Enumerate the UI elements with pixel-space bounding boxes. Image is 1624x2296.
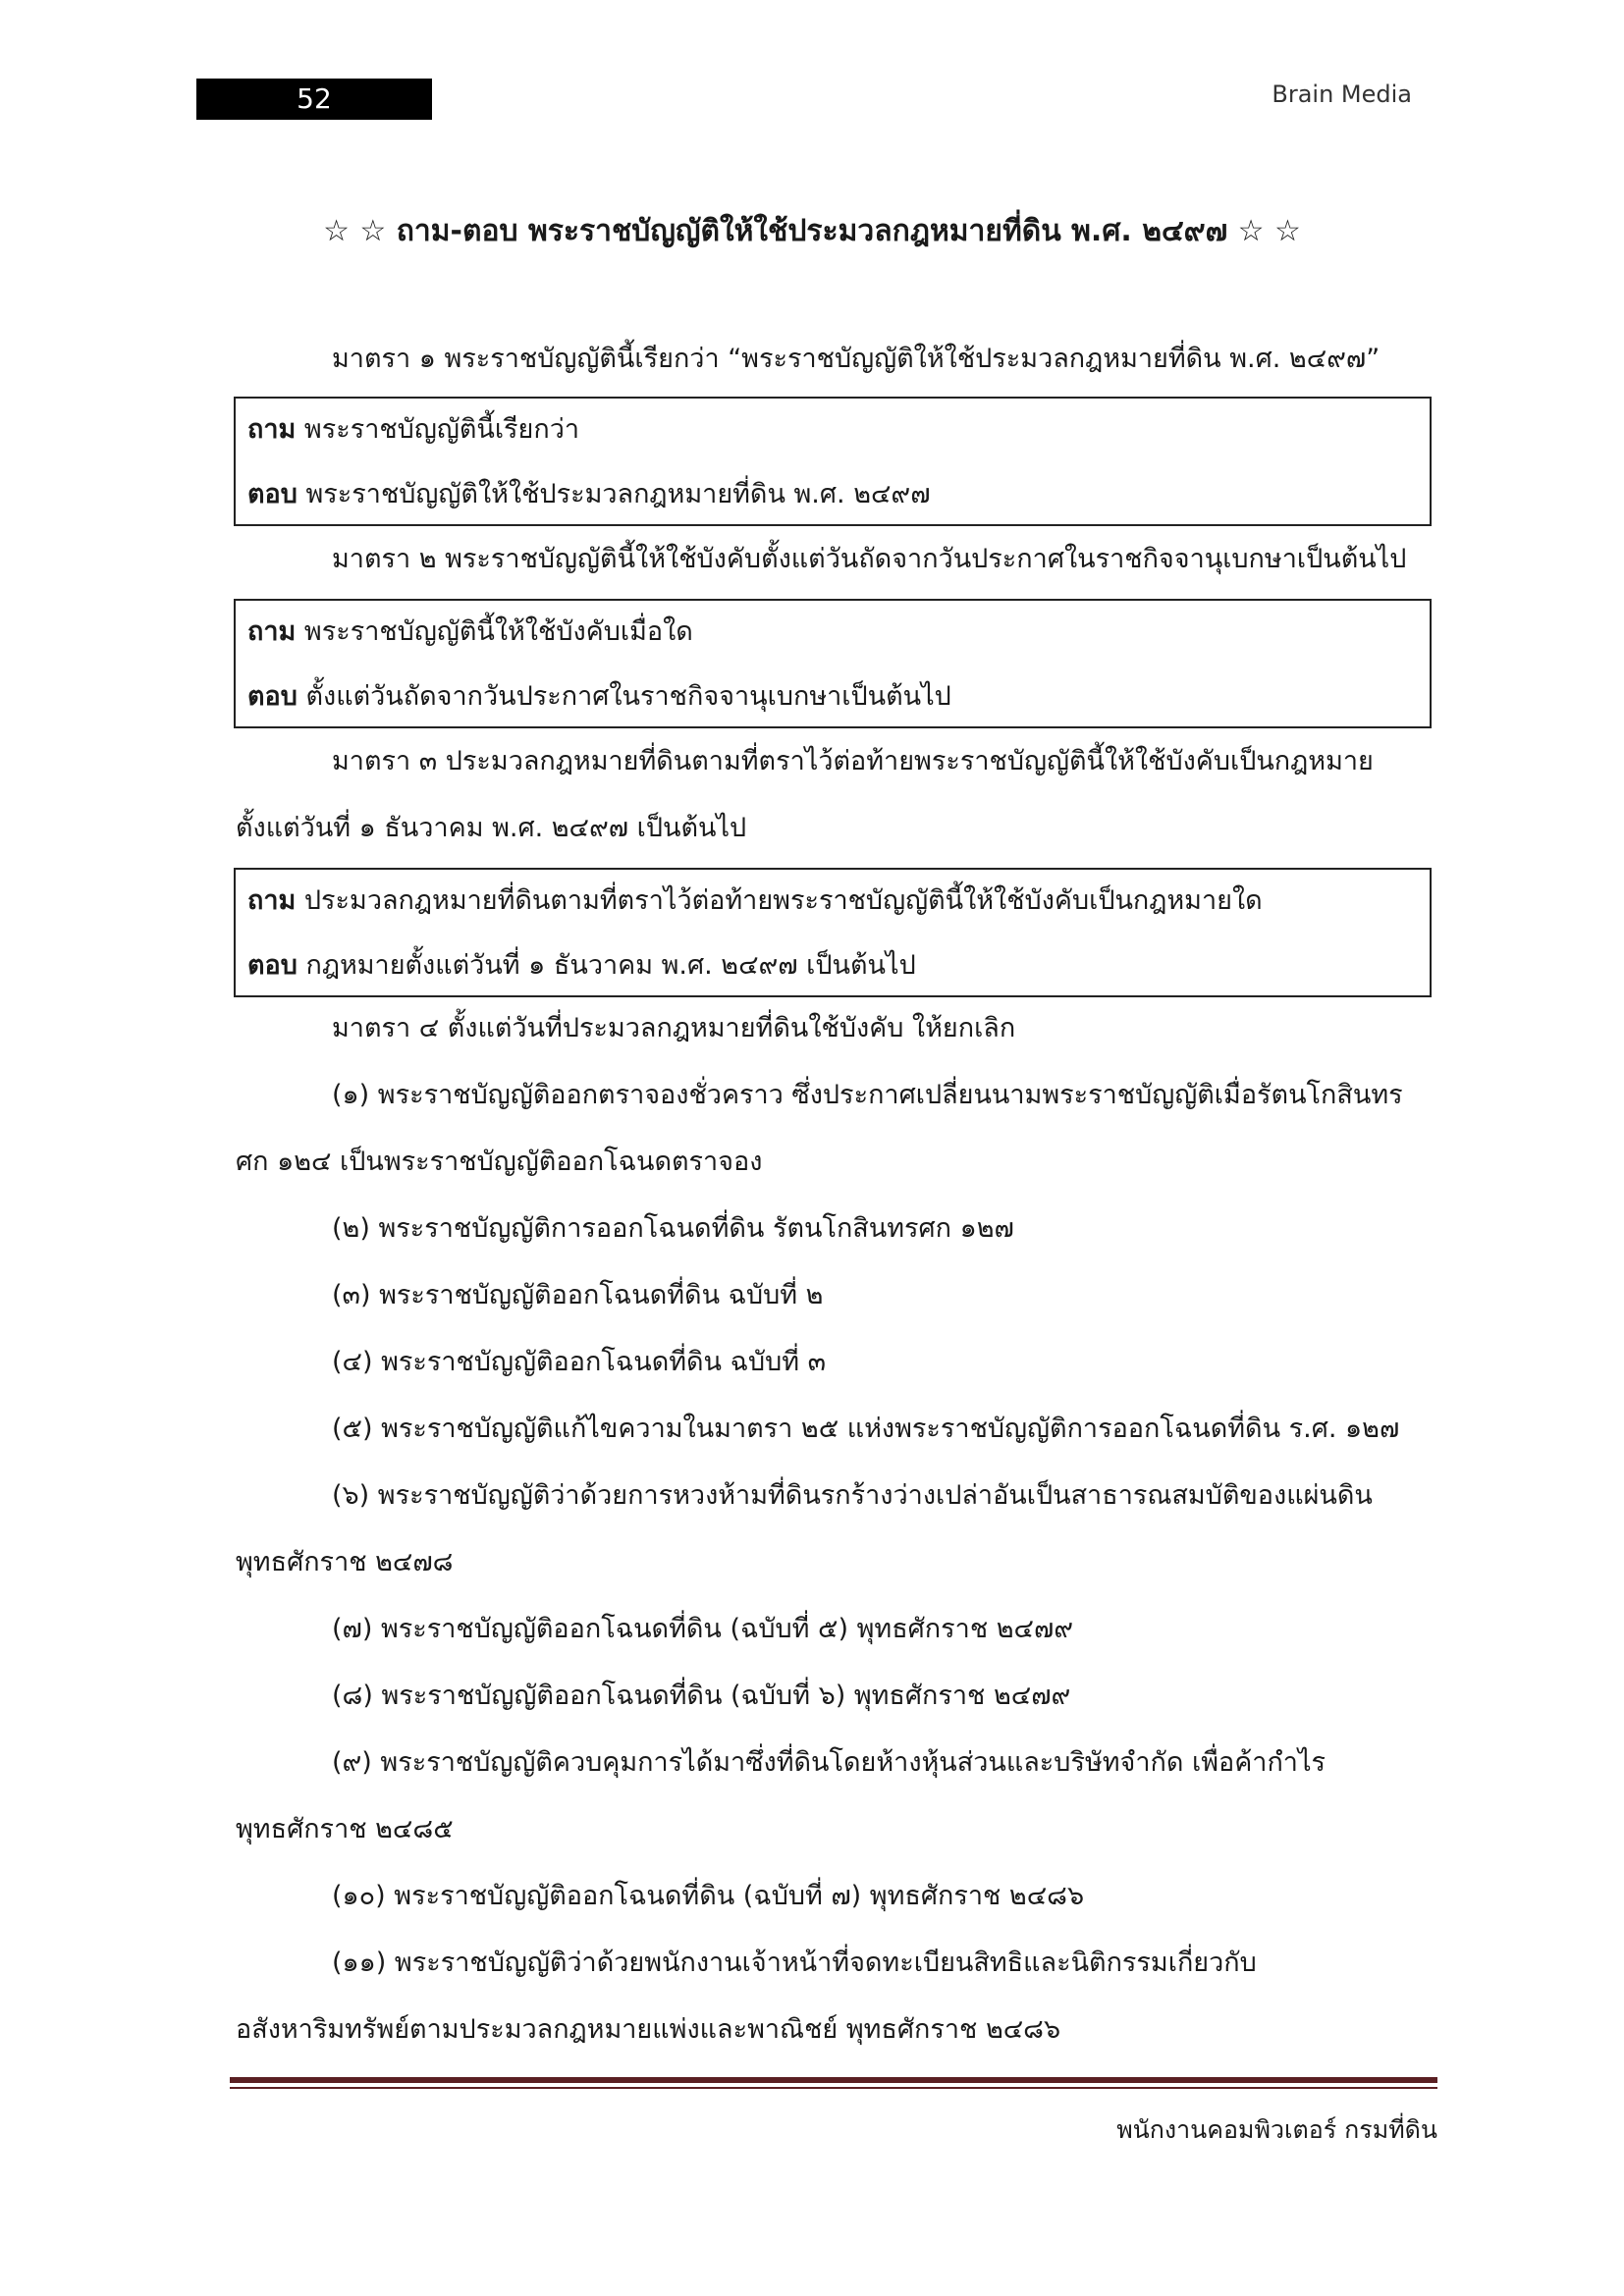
publisher-name: Brain Media [1272, 80, 1412, 108]
question-1 [247, 410, 579, 450]
section-4-text: มาตรา ๔ ตั้งแต่วันที่ประมวลกฎหมายที่ดินใช้บังคับ ให้ยกเลิก [332, 1013, 1016, 1043]
answer-label: ตอบ [247, 479, 298, 509]
answer-2-text: ตั้งแต่วันถัดจากวันประกาศในราชกิจจานุเบกษาเป็นต้นไป [297, 681, 951, 712]
page-number: 52 [297, 82, 332, 115]
answer-1-text: พระราชบัญญัติให้ใช้ประมวลกฎหมายที่ดิน พ.ศ. ๒๔๙๗ [297, 479, 931, 509]
repealed-item-5: (๕) พระราชบัญญัติแก้ไขความในมาตรา ๒๕ แห่งพระราชบัญญัติการออกโฉนดที่ดิน ร.ศ. ๑๒๗ [332, 1414, 1400, 1444]
repealed-item-7: (๗) พระราชบัญญัติออกโฉนดที่ดิน (ฉบับที่ ๕) พุทธศักราช ๒๔๗๙ [332, 1614, 1074, 1644]
section-1-text: มาตรา ๑ พระราชบัญญัตินี้เรียกว่า “พระราชบัญญัติให้ใช้ประมวลกฎหมายที่ดิน พ.ศ. ๒๔๙๗” [332, 344, 1380, 374]
page-number-badge [196, 79, 432, 120]
repealed-item-1-line-2: ศก ๑๒๔ เป็นพระราชบัญญัติออกโฉนดตราจอง [236, 1147, 763, 1177]
footer-text: พนักงานคอมพิวเตอร์ กรมที่ดิน [1116, 2115, 1437, 2144]
repealed-item-1-line-1: (๑) พระราชบัญญัติออกตราจองชั่วคราว ซึ่งประกาศเปลี่ยนนามพระราชบัญญัติเมื่อรัตนโกสินทร [332, 1080, 1403, 1110]
section-2-text: มาตรา ๒ พระราชบัญญัตินี้ให้ใช้บังคับตั้งแต่วันถัดจากวันประกาศในราชกิจจานุเบกษาเป็นต้นไป [332, 544, 1407, 574]
footer-rule-thick [230, 2077, 1437, 2083]
question-2-text: พระราชบัญญัตินี้ให้ใช้บังคับเมื่อใด [296, 616, 693, 647]
repealed-item-4: (๔) พระราชบัญญัติออกโฉนดที่ดิน ฉบับที่ ๓ [332, 1347, 827, 1377]
answer-3 [247, 946, 916, 986]
repealed-item-11-line-1: (๑๑) พระราชบัญญัติว่าด้วยพนักงานเจ้าหน้าที่จดทะเบียนสิทธิและนิติกรรมเกี่ยวกับ [332, 1948, 1257, 1978]
footer-rule-thin [230, 2087, 1437, 2089]
question-1-text: พระราชบัญญัตินี้เรียกว่า [296, 414, 580, 445]
answer-3-text: กฎหมายตั้งแต่วันที่ ๑ ธันวาคม พ.ศ. ๒๔๙๗ เป็นต้นไป [297, 950, 916, 981]
repealed-item-11-line-2: อสังหาริมทรัพย์ตามประมวลกฎหมายแพ่งและพาณิชย์ พุทธศักราช ๒๔๘๖ [236, 2014, 1061, 2045]
repealed-item-9-line-1: (๙) พระราชบัญญัติควบคุมการได้มาซึ่งที่ดินโดยห้างหุ้นส่วนและบริษัทจำกัด เพื่อค้ากำไร [332, 1747, 1326, 1778]
answer-label: ตอบ [247, 681, 298, 712]
repealed-item-6-line-1: (๖) พระราชบัญญัติว่าด้วยการหวงห้ามที่ดินรกร้างว่างเปล่าอันเป็นสาธารณสมบัติของแผ่นดิน [332, 1480, 1373, 1511]
repealed-item-9-line-2: พุทธศักราช ๒๔๘๕ [236, 1814, 454, 1844]
page-title: ☆ ☆ ถาม-ตอบ พระราชบัญญัติให้ใช้ประมวลกฎหมายที่ดิน พ.ศ. ๒๔๙๗ ☆ ☆ [323, 214, 1301, 248]
question-label: ถาม [247, 414, 297, 445]
repealed-item-6-line-2: พุทธศักราช ๒๔๗๘ [236, 1547, 454, 1577]
answer-label: ตอบ [247, 950, 298, 981]
answer-1 [247, 475, 931, 514]
repealed-item-3: (๓) พระราชบัญญัติออกโฉนดที่ดิน ฉบับที่ ๒ [332, 1280, 824, 1310]
answer-2 [247, 677, 951, 717]
section-3-text-line-1: มาตรา ๓ ประมวลกฎหมายที่ดินตามที่ตราไว้ต่อท้ายพระราชบัญญัตินี้ให้ใช้บังคับเป็นกฎหมาย [332, 746, 1374, 776]
question-label: ถาม [247, 885, 297, 916]
question-2 [247, 613, 693, 652]
qa-box-2 [234, 599, 1432, 728]
qa-box-1 [234, 397, 1432, 526]
section-3-text-line-2: ตั้งแต่วันที่ ๑ ธันวาคม พ.ศ. ๒๔๙๗ เป็นต้นไป [236, 813, 747, 843]
question-3 [247, 881, 1263, 921]
repealed-item-8: (๘) พระราชบัญญัติออกโฉนดที่ดิน (ฉบับที่ ๖) พุทธศักราช ๒๔๗๙ [332, 1681, 1071, 1711]
repealed-item-10: (๑๐) พระราชบัญญัติออกโฉนดที่ดิน (ฉบับที่ ๗) พุทธศักราช ๒๔๘๖ [332, 1881, 1085, 1911]
repealed-item-2: (๒) พระราชบัญญัติการออกโฉนดที่ดิน รัตนโกสินทรศก ๑๒๗ [332, 1213, 1014, 1244]
question-3-text: ประมวลกฎหมายที่ดินตามที่ตราไว้ต่อท้ายพระราชบัญญัตินี้ให้ใช้บังคับเป็นกฎหมายใด [296, 885, 1263, 916]
question-label: ถาม [247, 616, 297, 647]
qa-box-3 [234, 868, 1432, 997]
